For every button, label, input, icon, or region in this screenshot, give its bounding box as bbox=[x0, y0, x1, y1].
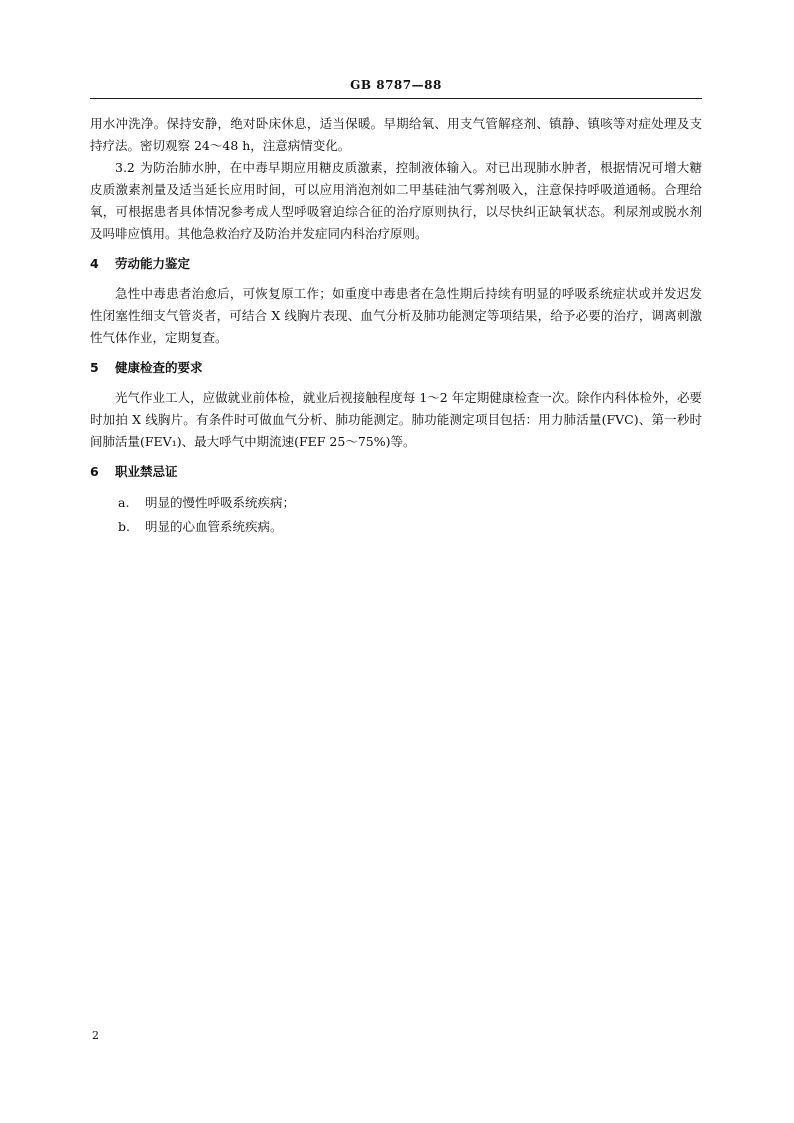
clause-text: 为防治肺水肿，在中毒早期应用糖皮质激素，控制液体输入。对已出现肺水肿者，根据情况可增大糖皮质激素剂量及适当延长应用时间，可以应用消泡剂如二甲基硅油气雾剂吸入，注意保持呼吸道通畅。合理给氧，可根据患者具体情况参考成人型呼吸窘迫综合征的治疗原则执行，以尽快纠正缺氧状态。利尿剂或脱水剂及吗啡应慎用。其他急救治疗及防治并发症同内科治疗原则。 bbox=[90, 160, 702, 241]
list-item bbox=[90, 491, 702, 515]
page-header bbox=[90, 78, 702, 100]
page-number: 2 bbox=[92, 1029, 99, 1042]
section-6-heading bbox=[90, 461, 702, 483]
section-4-heading bbox=[90, 253, 702, 275]
section-number: 6 bbox=[90, 464, 99, 479]
list-label: b. bbox=[118, 519, 130, 534]
paragraph-continuation: 用水冲洗净。保持安静，绝对卧床休息，适当保暖。早期给氧、用支气管解痉剂、镇静、镇咳等对症处理及支持疗法。密切观察 24～48 h，注意病情变化。 bbox=[90, 116, 702, 153]
section-5-text: 光气作业工人，应做就业前体检，就业后视接触程度每 1～2 年定期健康检查一次。除作内科体检外，必要时加拍 X 线胸片。有条件时可做血气分析、肺功能测定。肺功能测定项目包括：用力肺活量(FVC)、第一秒时间肺活量(FEV₁)、最大呼气中期流速(FEF 25～75%)等。 bbox=[90, 390, 702, 449]
list-text: 明显的慢性呼吸系统疾病； bbox=[145, 495, 296, 510]
section-5-heading bbox=[90, 357, 702, 379]
document-body bbox=[90, 113, 702, 539]
clause-number: 3.2 bbox=[115, 160, 135, 175]
standard-code: GB 8787—88 bbox=[350, 78, 442, 92]
clause-3-2 bbox=[90, 157, 702, 245]
section-title: 健康检查的要求 bbox=[115, 360, 203, 375]
section-title: 劳动能力鉴定 bbox=[115, 256, 191, 271]
section-title: 职业禁忌证 bbox=[115, 464, 178, 479]
section-4-text: 急性中毒患者治愈后，可恢复原工作；如重度中毒患者在急性期后持续有明显的呼吸系统症状或并发迟发性闭塞性细支气管炎者，可结合 X 线胸片表现、血气分析及肺功能测定等项结果，给予必要的治疗，调离刺激性气体作业，定期复查。 bbox=[90, 286, 702, 345]
list-text: 明显的心血管系统疾病。 bbox=[145, 519, 283, 534]
list-label: a. bbox=[118, 495, 130, 510]
section-number: 5 bbox=[90, 360, 99, 375]
header-rule bbox=[90, 98, 702, 99]
list-item bbox=[90, 515, 702, 539]
section-number: 4 bbox=[90, 256, 99, 271]
